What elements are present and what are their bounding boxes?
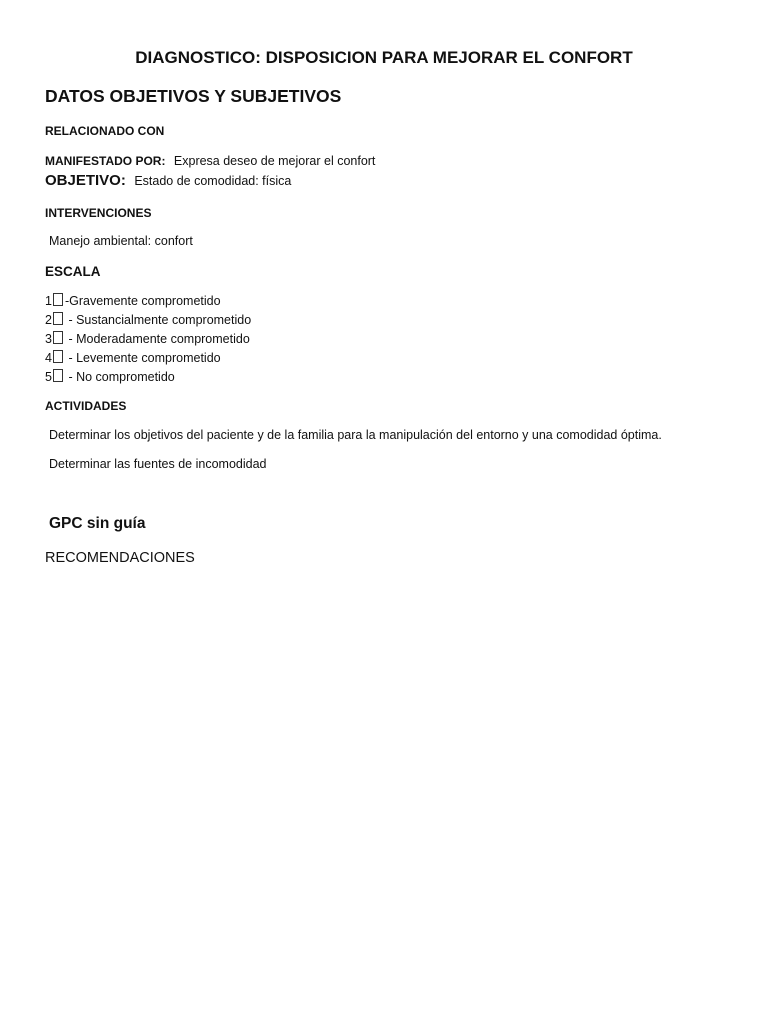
activity-item: Determinar los objetivos del paciente y de la familia para la manipulación del entorno y una comodidad óptima.	[49, 428, 662, 442]
checkbox-glyph-icon	[53, 312, 63, 325]
scale-text: - No comprometido	[68, 370, 175, 384]
scale-label: ESCALA	[45, 264, 101, 279]
checkbox-glyph-icon	[53, 350, 63, 363]
checkbox-glyph-icon	[53, 331, 63, 344]
scale-number: 1	[45, 294, 52, 308]
manifested-label: MANIFESTADO POR:	[45, 154, 166, 168]
interventions-label: INTERVENCIONES	[45, 206, 152, 220]
objective-label: OBJETIVO:	[45, 172, 126, 189]
scale-item	[45, 311, 251, 330]
scale-item	[45, 349, 251, 368]
recommendations-heading: RECOMENDACIONES	[45, 550, 195, 566]
objective-row	[45, 172, 291, 190]
scale-item	[45, 330, 251, 349]
scale-text: - Moderadamente comprometido	[68, 332, 250, 346]
objective-value: Estado de comodidad: física	[134, 174, 292, 188]
checkbox-glyph-icon	[53, 369, 63, 382]
scale-number: 5	[45, 370, 52, 384]
section-heading: DATOS OBJETIVOS Y SUBJETIVOS	[45, 86, 342, 106]
scale-number: 2	[45, 313, 52, 327]
gpc-heading: GPC sin guía	[49, 515, 146, 532]
document-title: DIAGNOSTICO: DISPOSICION PARA MEJORAR EL CONFORT	[135, 48, 633, 67]
intervention-value: Manejo ambiental: confort	[49, 234, 193, 248]
scale-number: 4	[45, 351, 52, 365]
activities-label: ACTIVIDADES	[45, 399, 127, 413]
scale-list	[45, 292, 251, 387]
activity-item: Determinar las fuentes de incomodidad	[49, 457, 267, 471]
manifested-row	[45, 152, 375, 170]
scale-item	[45, 368, 251, 387]
scale-number: 3	[45, 332, 52, 346]
scale-text: -Gravemente comprometido	[64, 294, 221, 308]
related-label: RELACIONADO CON	[45, 124, 165, 138]
scale-item	[45, 292, 251, 311]
manifested-value: Expresa deseo de mejorar el confort	[173, 154, 376, 168]
checkbox-glyph-icon	[53, 293, 63, 306]
scale-text: - Levemente comprometido	[68, 351, 221, 365]
scale-text: - Sustancialmente comprometido	[68, 313, 252, 327]
